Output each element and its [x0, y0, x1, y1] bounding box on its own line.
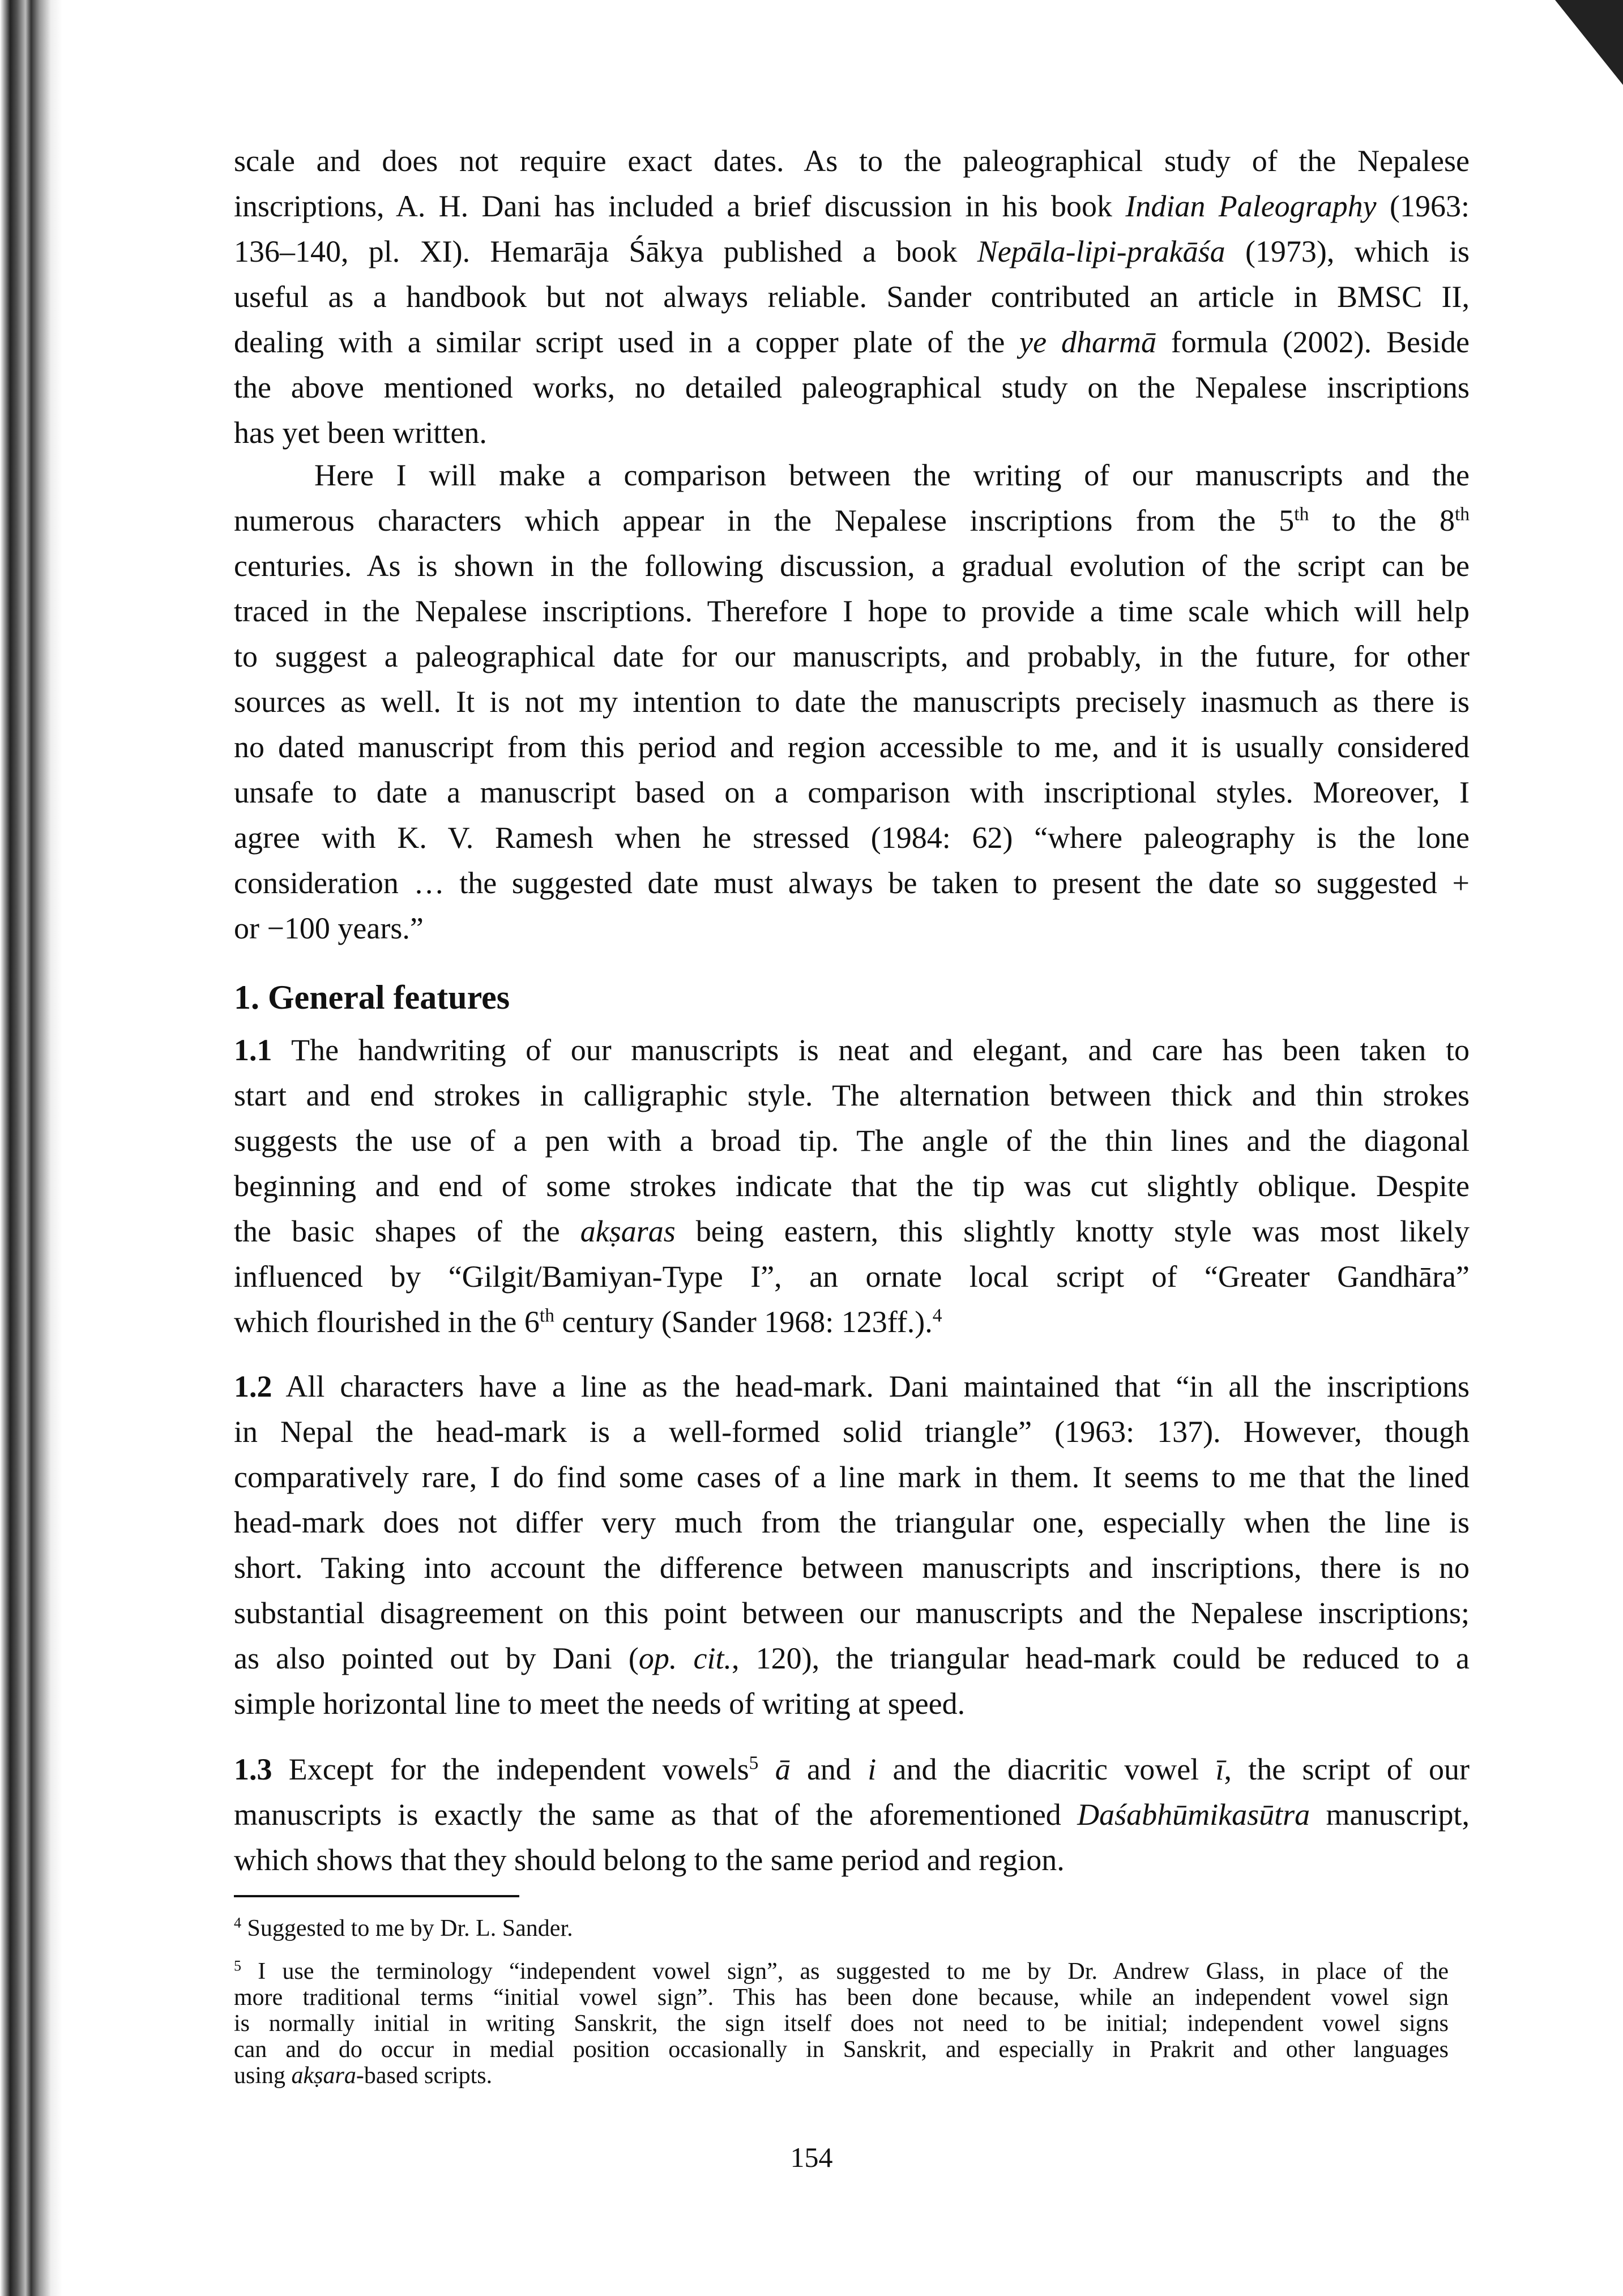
text-line: [234, 1545, 1470, 1590]
text-run: can and do occur in medial position occasionally in Sanskrit, and especially in Prakrit and other languages: [234, 2037, 1449, 2063]
text-line: [234, 1500, 1470, 1545]
text-line: [234, 588, 1470, 634]
text-line: [234, 1454, 1470, 1500]
text-run: scale and does not require exact dates. As to the paleographical study of the Nepalese: [234, 144, 1470, 178]
text-line: [234, 1837, 1470, 1883]
text-line: [234, 543, 1470, 588]
italic-text: Daśabhūmikasūtra: [1077, 1798, 1310, 1832]
text-line: [234, 1409, 1470, 1454]
text-line: [234, 1299, 1470, 1345]
text-line: [234, 1073, 1470, 1118]
text-line: [234, 1681, 1470, 1726]
text-line: [234, 1747, 1470, 1792]
superscript: th: [1294, 503, 1309, 525]
superscript: 4: [234, 1914, 242, 1931]
text-run: beginning and end of some strokes indicate that the tip was cut slightly oblique. Despite: [234, 1169, 1470, 1203]
text-line: [234, 1027, 1470, 1073]
text-run: is normally initial in writing Sanskrit, the sign itself does not need to be initial; independent vowel signs: [234, 2011, 1449, 2037]
text-run: useful as a handbook but not always reliable. Sander contributed an article in BMSC II,: [234, 280, 1470, 314]
text-run: numerous characters which appear in the Nepalese inscriptions from the 5: [234, 503, 1295, 537]
text-line: [234, 1118, 1470, 1163]
text-run: Except for the independent vowels: [272, 1752, 749, 1786]
text-run: -based scripts.: [356, 2063, 493, 2089]
text-run: simple horizontal line to meet the needs of writing at speed.: [234, 1687, 966, 1721]
superscript: 5: [234, 1957, 242, 1974]
text-run: (1973), which is: [1225, 234, 1470, 268]
text-line: [234, 453, 1470, 498]
text-run: or −100 years.”: [234, 911, 424, 945]
footnotes: [234, 1915, 1449, 2089]
text-line: [234, 1209, 1470, 1254]
text-line: [234, 319, 1470, 365]
text-run: All characters have a line as the head-mark. Dani maintained that “in all the inscriptions: [272, 1369, 1470, 1403]
text-run: Suggested to me by Dr. L. Sander.: [241, 1915, 573, 1941]
text-line: [234, 770, 1470, 815]
text-line: [234, 1792, 1470, 1837]
text-line: [234, 1636, 1470, 1681]
text-run: The handwriting of our manuscripts is neat and elegant, and care has been taken to: [272, 1033, 1470, 1067]
section-1-1: [234, 1027, 1470, 1345]
text-run: using: [234, 2063, 292, 2089]
italic-text: akṣaras: [580, 1214, 676, 1248]
text-run: and: [790, 1752, 868, 1786]
superscript: 5: [749, 1752, 759, 1774]
text-run: manuscript,: [1310, 1798, 1470, 1832]
text-run: (1963:: [1376, 189, 1470, 223]
text-line: [234, 1364, 1470, 1409]
text-run: has yet been written.: [234, 416, 487, 450]
text-run: suggests the use of a pen with a broad tip. The angle of the thin lines and the diagonal: [234, 1124, 1470, 1158]
text-run: as also pointed out by Dani (: [234, 1641, 639, 1675]
text-line: [234, 410, 1470, 455]
text-line: [234, 815, 1470, 860]
footnote-line: [234, 2037, 1449, 2063]
text-run: to suggest a paleographical date for our manuscripts, and probably, in the future, for other: [234, 639, 1470, 673]
text-run: 136–140, pl. XI). Hemarāja Śākya published a book: [234, 234, 977, 268]
text-run: no dated manuscript from this period and region accessible to me, and it is usually considered: [234, 730, 1470, 764]
page-number: 154: [790, 2141, 833, 2173]
text-line: [234, 229, 1470, 274]
text-line: [234, 138, 1470, 183]
text-line: [234, 1590, 1470, 1636]
italic-text: i: [868, 1752, 877, 1786]
text-run: to the 8: [1309, 503, 1455, 537]
italic-text: ī: [1215, 1752, 1224, 1786]
text-run: agree with K. V. Ramesh when he stressed (1984: 62) “where paleography is the lone: [234, 821, 1470, 855]
text-run: inscriptions, A. H. Dani has included a brief discussion in his book: [234, 189, 1126, 223]
section-number: 1.3: [234, 1752, 272, 1786]
footnote-line: [234, 2011, 1449, 2037]
text-run: traced in the Nepalese inscriptions. Therefore I hope to provide a time scale which will help: [234, 594, 1470, 628]
text-run: comparatively rare, I do find some cases of a line mark in them. It seems to me that the lined: [234, 1460, 1470, 1494]
scan-binding-edge: [0, 0, 62, 2296]
text-run: short. Taking into account the difference between manuscripts and inscriptions, there is no: [234, 1551, 1470, 1585]
italic-text: op. cit.: [638, 1641, 732, 1675]
text-run: substantial disagreement on this point between our manuscripts and the Nepalese inscriptions;: [234, 1596, 1470, 1630]
text-line: [234, 906, 1470, 951]
text-run: the basic shapes of the: [234, 1214, 580, 1248]
italic-text: Nepāla-lipi-prakāśa: [977, 234, 1225, 268]
text-line: [234, 724, 1470, 770]
section-number: 1.2: [234, 1369, 272, 1403]
text-run: which shows that they should belong to the same period and region.: [234, 1843, 1065, 1877]
text-run: start and end strokes in calligraphic style. The alternation between thick and thin strokes: [234, 1078, 1470, 1112]
text-run: and the diacritic vowel: [876, 1752, 1216, 1786]
footnote-line: [234, 1915, 1449, 1941]
text-run: centuries. As is shown in the following discussion, a gradual evolution of the script can be: [234, 549, 1470, 583]
text-run: the above mentioned works, no detailed paleographical study on the Nepalese inscriptions: [234, 370, 1470, 404]
text-line: [234, 183, 1470, 229]
scan-corner-shadow: [1555, 0, 1623, 85]
text-line: [234, 1163, 1470, 1209]
text-run: , the script of our: [1224, 1752, 1470, 1786]
text-run: more traditional terms “initial vowel sign”. This has been done because, while an independent vowel sign: [234, 1985, 1449, 2011]
text-run: , 120), the triangular head-mark could be reduced to a: [732, 1641, 1470, 1675]
paragraph-intro-1: [234, 138, 1470, 455]
text-line: [234, 860, 1470, 906]
text-run: head-mark does not differ very much from the triangular one, especially when the line is: [234, 1505, 1470, 1539]
text-run: Here I will make a comparison between the writing of our manuscripts and the: [314, 458, 1470, 492]
italic-text: ye dharmā: [1019, 325, 1156, 359]
section-number: 1.1: [234, 1033, 272, 1067]
section-heading: 1. General features: [234, 979, 510, 1016]
text-line: [234, 679, 1470, 724]
superscript: th: [1454, 503, 1470, 525]
superscript: th: [539, 1305, 554, 1326]
footnote-line: [234, 1958, 1449, 1985]
text-line: [234, 634, 1470, 679]
section-1-3: [234, 1747, 1470, 1883]
text-run: sources as well. It is not my intention to date the manuscripts precisely inasmuch as there is: [234, 685, 1470, 719]
italic-text: akṣara: [291, 2063, 356, 2089]
text-run: I use the terminology “independent vowel sign”, as suggested to me by Dr. Andrew Glass, in place of the: [241, 1958, 1449, 1985]
paragraph-intro-2: [234, 453, 1470, 951]
superscript: 4: [932, 1305, 942, 1326]
text-run: in Nepal the head-mark is a well-formed solid triangle” (1963: 137). However, though: [234, 1415, 1470, 1449]
text-line: [234, 274, 1470, 319]
text-run: formula (2002). Beside: [1156, 325, 1470, 359]
text-line: [234, 365, 1470, 410]
text-line: [234, 1254, 1470, 1299]
footnote-line: [234, 2063, 1449, 2089]
italic-text: Indian Paleography: [1125, 189, 1377, 223]
footnote-divider: [234, 1895, 519, 1897]
section-1-2: [234, 1364, 1470, 1726]
text-run: unsafe to date a manuscript based on a comparison with inscriptional styles. Moreover, I: [234, 775, 1470, 809]
text-run: [758, 1752, 775, 1786]
italic-text: ā: [775, 1752, 791, 1786]
text-run: dealing with a similar script used in a copper plate of the: [234, 325, 1020, 359]
footnote-line: [234, 1985, 1449, 2011]
text-run: manuscripts is exactly the same as that of the aforementioned: [234, 1798, 1078, 1832]
text-line: [234, 498, 1470, 543]
text-run: century (Sander 1968: 123ff.).: [554, 1305, 933, 1339]
text-run: consideration … the suggested date must always be taken to present the date so suggested +: [234, 866, 1470, 900]
text-run: which flourished in the 6: [234, 1305, 540, 1339]
text-run: influenced by “Gilgit/Bamiyan-Type I”, an ornate local script of “Greater Gandhāra”: [234, 1260, 1470, 1294]
text-run: being eastern, this slightly knotty style was most likely: [675, 1214, 1470, 1248]
